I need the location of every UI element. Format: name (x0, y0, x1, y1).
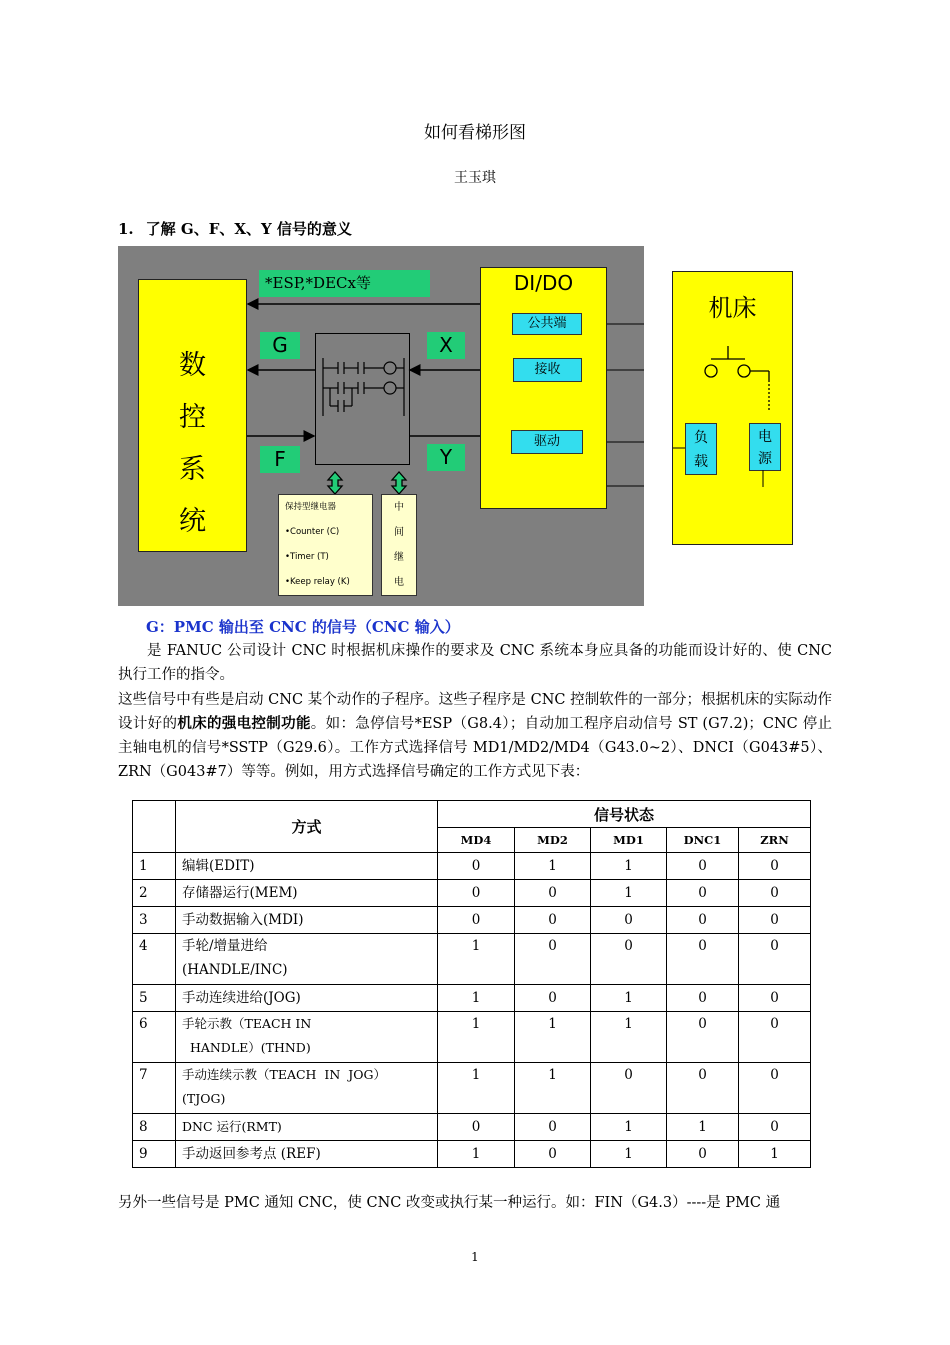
row-number: 1 (133, 853, 176, 880)
table-row (133, 880, 811, 907)
header-state: 信号状态 (438, 801, 811, 828)
mid-relay-char-1: 中 (394, 502, 404, 513)
row-value-md1: 1 (591, 1012, 667, 1063)
row-value-md2: 0 (515, 880, 591, 907)
receive-terminal: 接收 (513, 358, 582, 382)
switch-symbol (673, 272, 792, 544)
machine-title: 机床 (708, 294, 757, 322)
row-mode (176, 1114, 438, 1141)
row-mode-line: 编辑(EDIT) (182, 858, 255, 874)
drive-terminal: 驱动 (511, 430, 583, 454)
row-value-md1: 1 (591, 1141, 667, 1168)
col-md1: MD1 (591, 828, 667, 853)
row-value-zrn: 0 (739, 853, 811, 880)
col-md4: MD4 (438, 828, 515, 853)
row-value-md4: 0 (438, 1114, 515, 1141)
row-value-md2: 0 (515, 907, 591, 934)
machine-box (672, 271, 793, 545)
row-number: 2 (133, 880, 176, 907)
row-mode-line: 存储器运行(MEM) (182, 885, 298, 901)
table-row (133, 853, 811, 880)
row-mode-line: DNC 运行(RMT) (182, 1119, 282, 1134)
load-box (685, 423, 717, 475)
row-number: 7 (133, 1063, 176, 1114)
relay-box (278, 494, 373, 596)
row-value-dnc1: 0 (667, 1141, 739, 1168)
row-value-md4: 1 (438, 1063, 515, 1114)
table-row (133, 1114, 811, 1141)
ladder-box (315, 333, 410, 465)
relay-title: 保持型继电器 (285, 502, 337, 512)
row-mode-line: 手动连续进给(JOG) (182, 990, 301, 1006)
cnc-system-box (138, 279, 247, 552)
row-mode-line: 手轮示教（TEACH IN (182, 1016, 312, 1031)
row-value-dnc1: 1 (667, 1114, 739, 1141)
page-number: 1 (471, 1250, 479, 1264)
row-value-md2: 0 (515, 985, 591, 1012)
row-value-md4: 0 (438, 853, 515, 880)
load-char-1: 负 (694, 430, 708, 446)
mode-table (132, 800, 811, 1168)
row-mode (176, 907, 438, 934)
row-value-md4: 1 (438, 1141, 515, 1168)
paragraph-3: 另外一些信号是 PMC 通知 CNC，使 CNC 改变或执行某一种运行。如：FIN（G4.3）----是 PMC 通 (118, 1195, 781, 1211)
row-value-md1: 0 (591, 1063, 667, 1114)
mid-relay-char-3: 继 (394, 552, 404, 563)
row-mode (176, 1012, 438, 1063)
row-number: 6 (133, 1012, 176, 1063)
header-mode: 方式 (176, 801, 438, 853)
cnc-char-1: 数 (179, 350, 206, 381)
row-value-md1: 0 (591, 907, 667, 934)
row-mode-line: 手轮/增量进给 (182, 938, 268, 954)
table-row (133, 1141, 811, 1168)
mid-relay-box (381, 494, 417, 596)
esp-label: *ESP,*DECx等 (259, 270, 430, 297)
row-mode-line: 手动数据输入(MDI) (182, 912, 304, 928)
row-value-zrn: 0 (739, 985, 811, 1012)
col-md2: MD2 (515, 828, 591, 853)
row-value-md1: 1 (591, 880, 667, 907)
row-value-zrn: 0 (739, 1012, 811, 1063)
row-value-md1: 0 (591, 934, 667, 985)
row-value-dnc1: 0 (667, 1012, 739, 1063)
row-value-md1: 1 (591, 1114, 667, 1141)
row-value-zrn: 0 (739, 1114, 811, 1141)
relay-counter: •Counter (C) (285, 527, 340, 537)
f-label: F (260, 446, 300, 473)
row-value-md2: 1 (515, 1012, 591, 1063)
row-mode (176, 1063, 438, 1114)
mid-relay-char-2: 间 (394, 527, 404, 538)
row-value-md1: 1 (591, 853, 667, 880)
page-title: 如何看梯形图 (424, 123, 526, 143)
row-mode (176, 1141, 438, 1168)
row-mode-line: HANDLE）(THND) (182, 1040, 311, 1055)
double-arrows (328, 472, 406, 494)
row-number: 4 (133, 934, 176, 985)
row-value-md4: 1 (438, 1012, 515, 1063)
g-label: G (260, 332, 300, 359)
cnc-char-4: 统 (179, 506, 206, 537)
row-value-md2: 0 (515, 934, 591, 985)
row-value-md4: 0 (438, 907, 515, 934)
col-dnc1: DNC1 (667, 828, 739, 853)
row-mode-line: 手动连续示教（TEACH IN JOG） (182, 1067, 386, 1082)
row-mode-line: (HANDLE/INC) (182, 962, 288, 978)
paragraph-1: 是 FANUC 公司设计 CNC 时根据机床操作的要求及 CNC 系统本身应具备的功能而设计好的、使 CNC 执行工作的指令。 (118, 643, 832, 683)
section-text: 了解 G、F、X、Y 信号的意义 (145, 220, 352, 238)
row-value-md2: 1 (515, 853, 591, 880)
relay-timer: •Timer (T) (285, 552, 329, 562)
table-row (133, 1063, 811, 1114)
x-label: X (427, 332, 465, 359)
table-row (133, 1012, 811, 1063)
row-value-zrn: 1 (739, 1141, 811, 1168)
paragraph-2 (118, 688, 832, 784)
table-row (133, 985, 811, 1012)
cnc-char-2: 控 (179, 402, 206, 433)
relay-keep: •Keep relay (K) (285, 577, 350, 587)
row-value-zrn: 0 (739, 934, 811, 985)
col-zrn: ZRN (739, 828, 811, 853)
row-value-dnc1: 0 (667, 985, 739, 1012)
row-value-dnc1: 0 (667, 880, 739, 907)
row-value-zrn: 0 (739, 907, 811, 934)
table-corner (133, 801, 176, 853)
row-mode (176, 880, 438, 907)
row-number: 9 (133, 1141, 176, 1168)
row-number: 5 (133, 985, 176, 1012)
g-signal-heading: G：PMC 输出至 CNC 的信号（CNC 输入） (146, 618, 460, 636)
row-value-md4: 1 (438, 934, 515, 985)
dido-box (480, 267, 607, 509)
row-value-md4: 1 (438, 985, 515, 1012)
row-value-dnc1: 0 (667, 1063, 739, 1114)
row-value-md2: 0 (515, 1114, 591, 1141)
author: 王玉琪 (454, 170, 496, 186)
section-heading (118, 218, 352, 239)
paragraph-2-bold: 机床的强电控制功能 (177, 715, 311, 732)
row-mode (176, 934, 438, 985)
row-value-dnc1: 0 (667, 853, 739, 880)
paragraph-2-part-c: 。如：急停信号*ESP（G8.4）；自动加工程序启动信号 ST (G7.2)；CNC 停止主轴电机的信号*SSTP（G29.6）。工作方式选择信号 MD1/MD2/MD4（G43.0~2）、DNCI（G043#5）、ZRN（G043#7）等等。例如，用方式选择信号确定的工作方式见下表： (118, 716, 833, 780)
power-char-1: 电 (758, 429, 772, 445)
row-mode (176, 985, 438, 1012)
section-number: 1. (118, 220, 134, 238)
row-value-zrn: 0 (739, 1063, 811, 1114)
row-mode (176, 853, 438, 880)
row-number: 3 (133, 907, 176, 934)
load-char-2: 载 (694, 454, 708, 470)
mode-rows (133, 853, 811, 1168)
row-mode-line: (TJOG) (182, 1091, 226, 1106)
row-value-dnc1: 0 (667, 934, 739, 985)
common-terminal: 公共端 (512, 313, 582, 335)
row-value-md1: 1 (591, 985, 667, 1012)
row-value-dnc1: 0 (667, 907, 739, 934)
row-number: 8 (133, 1114, 176, 1141)
mid-relay-char-4: 电 (394, 577, 404, 588)
row-mode-line: 手动返回参考点 (REF) (182, 1146, 321, 1162)
row-value-zrn: 0 (739, 880, 811, 907)
paragraph-2-part-a: 这些信号中有些是启动 CNC 某个动作的子程序。这些子程序是 CNC 控制软件的一部分；根据机床的实际动作设计好的 (118, 692, 832, 732)
row-value-md2: 1 (515, 1063, 591, 1114)
table-row (133, 907, 811, 934)
cnc-char-3: 系 (179, 454, 206, 485)
row-value-md4: 0 (438, 880, 515, 907)
power-char-2: 源 (758, 451, 772, 467)
y-label: Y (427, 444, 465, 471)
signal-diagram (118, 246, 644, 606)
power-box (749, 423, 781, 471)
row-value-md2: 0 (515, 1141, 591, 1168)
dido-title: DI/DO (513, 271, 574, 295)
table-row (133, 934, 811, 985)
